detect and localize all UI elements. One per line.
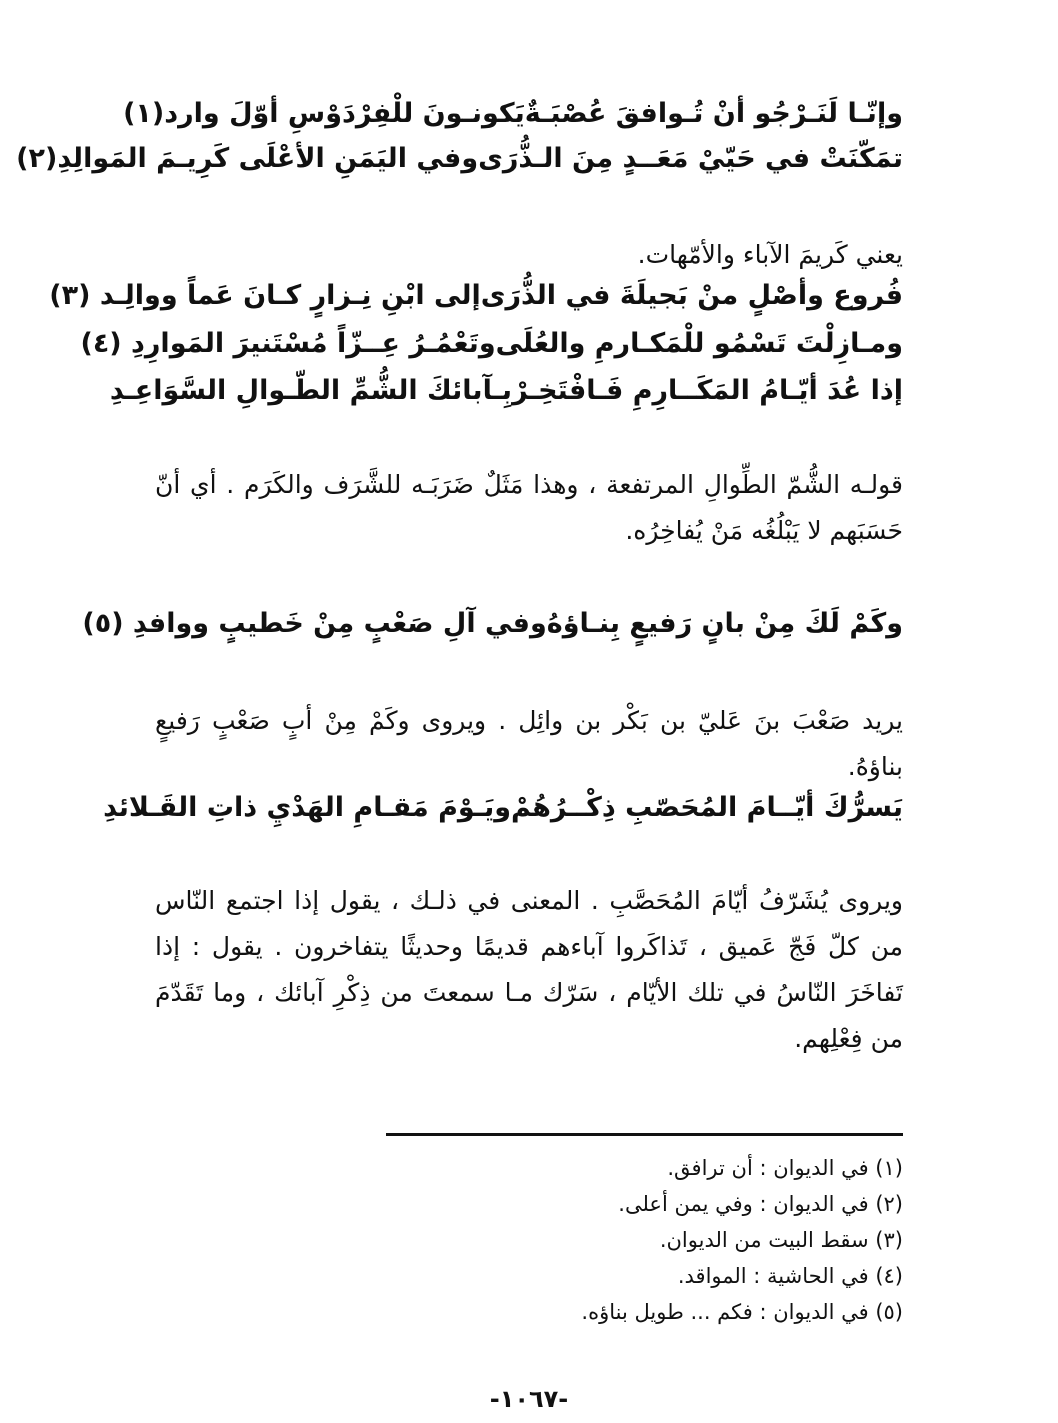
commentary-paragraph: قولـه الشُّمّ الطِّوالِ المرتفعة ، وهذا مَثَلٌ ضَرَبَـه للشَّرَف والكَرَم . أي أنّ حَسَبَهم لا يَبْلُغُه مَنْ يُفاخِرُه. [155, 470, 903, 545]
verse-hemistich-first: ومـازِلْتَ تَسْمُو للْمَكـارمِ والعُلَى [495, 328, 903, 359]
verse-hemistich-second: ويَـوْمَ مَقـامِ الهَدْيِ ذاتِ القَـلائدِ [103, 792, 512, 823]
footnote-item: (٢) في الديوان : وفي يمن أعلى. [618, 1192, 903, 1216]
verse-line [49, 280, 903, 312]
footnotes [155, 1150, 903, 1330]
verse-hemistich-first: يَسرُّكَ أيّــامَ المُحَصّبِ ذِكْــرُهُمْ [511, 792, 903, 823]
verse-hemistich-first: وكَمْ لَكَ مِنْ بانٍ رَفيعٍ بِنـاؤهُ [546, 608, 903, 639]
verse-line [82, 608, 903, 640]
verse-hemistich-first: إذا عُدَ أيّـامُ المَكَــارِمِ فَـافْتَخِـرْ [512, 375, 903, 406]
verse-hemistich-first: وإنّـا لَنَـرْجُو أنْ تُـوافقَ عُصْبَـةٌ [524, 98, 903, 129]
footnote-item: (٤) في الحاشية : المواقد. [677, 1264, 903, 1288]
verse-line [123, 98, 903, 130]
verse-line [16, 143, 903, 175]
verse-hemistich-first: فُروع وأصْلٍ منْ بَجيلَةَ في الذُّرَى [480, 280, 903, 311]
commentary-paragraph: يريد صَعْبَ بنَ عَليّ بن بَكْر بن وائِل . ويروى وكَمْ مِنْ أبٍ صَعْبٍ رَفيعٍ بناؤهُ. [155, 706, 903, 781]
footnote-item: (٣) سقط البيت من الديوان. [659, 1228, 903, 1252]
verse-hemistich-second: وفي اليَمَنِ الأعْلَى كَرِيـمَ المَوالِدِ(٢) [16, 143, 479, 174]
verse-line [80, 328, 903, 360]
verse-line [103, 792, 903, 824]
page-number: -١٠٦٧- [489, 1385, 569, 1413]
verse-hemistich-second: يَكونـونَ للْفِرْدَوْسِ أوّلَ وارد(١) [123, 98, 525, 129]
verse-hemistich-first: تمَكّنَتْ في حَيّيْ مَعَــدٍ مِنَ الـذُّرَى [478, 143, 903, 174]
verse-hemistich-second: وفي آلِ صَعْبٍ مِنْ خَطيبٍ ووافدِ (٥) [82, 608, 547, 639]
footnote-item: (٥) في الديوان : فكم ... طويل بناؤه. [581, 1300, 903, 1324]
verse-line [109, 375, 903, 407]
verse-hemistich-second: إلى ابْنِ نِـزارٍ كـانَ عَماً ووالِـد (٣) [49, 280, 481, 311]
footnote-separator [386, 1133, 903, 1136]
verse-hemistich-second: وتَعْمُـرُ عِــزّاً مُسْتَنيرَ المَوارِدِ (٤) [80, 328, 496, 359]
footnote-item: (١) في الديوان : أن ترافق. [667, 1156, 903, 1180]
commentary-paragraph: ويروى يُشَرّفُ أيّامَ المُحَصَّبِ . المعنى في ذلـك ، يقول إذا اجتمع النّاس من كلّ فَجّ عَميق ، تَذاكَروا آباءهم قديمًا وحديثًا يتفاخرون . يقول : إذا تَفاخَرَ النّاسُ في تلك الأيّام ، سَرّك مـا سمعتَ من ذِكْرِ آبائك ، وما تَقَدّمَ من فِعْلِهم. [155, 886, 903, 1053]
verse-hemistich-second: بِـآبائكَ الشُّمِّ الطّـوالِ السَّوَاعِـدِ [109, 375, 513, 406]
commentary-paragraph: يعني كَريمَ الآباء والأمّهات. [637, 240, 903, 269]
